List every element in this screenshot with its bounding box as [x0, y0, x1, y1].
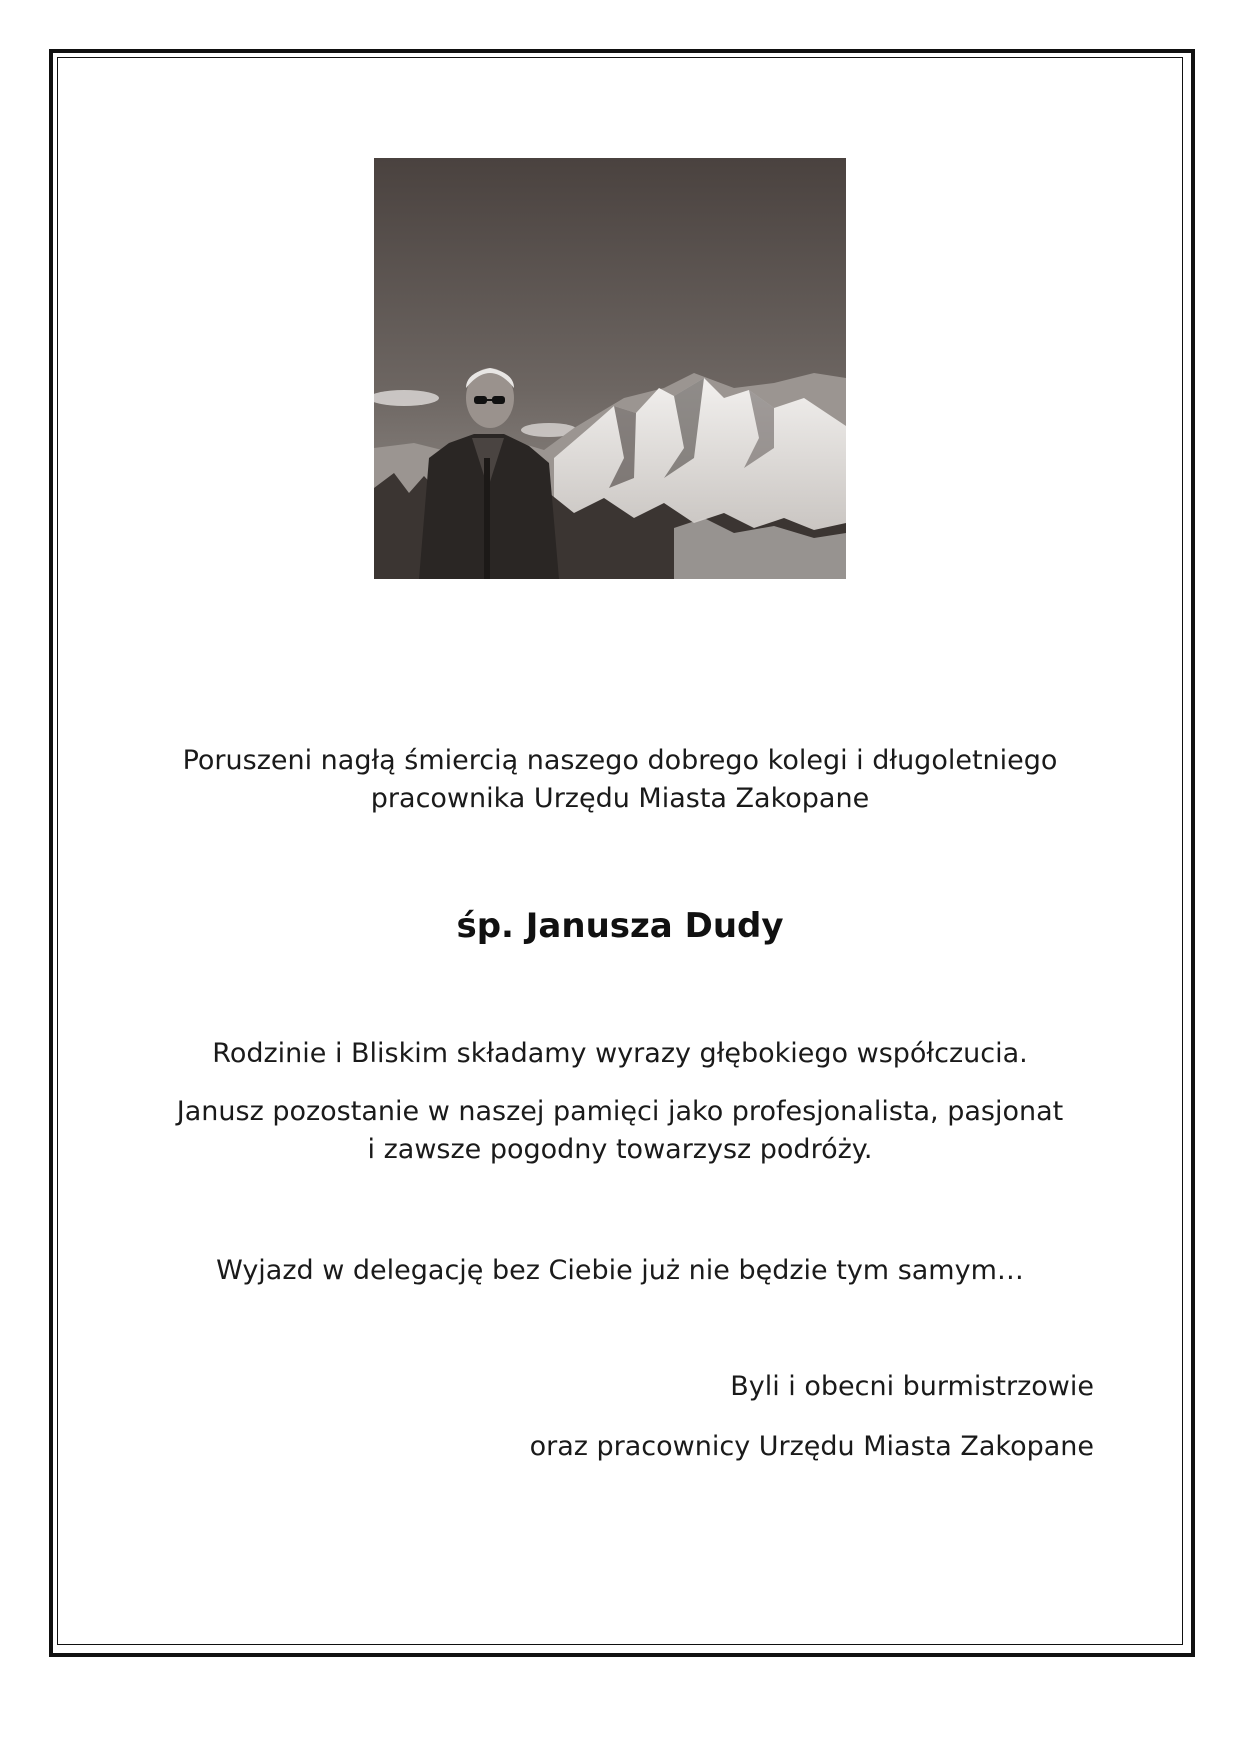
memory-line-1: Janusz pozostanie w naszej pamięci jako profesjonalista, pasjonat — [176, 1096, 1064, 1127]
deceased-name: śp. Janusza Dudy — [456, 906, 784, 946]
signature-line-2: oraz pracownicy Urzędu Miasta Zakopane — [529, 1431, 1094, 1462]
intro-line-1: Poruszeni nagłą śmiercią naszego dobrego kolegi i długoletniego — [182, 745, 1058, 776]
signature-line-1: Byli i obecni burmistrzowie — [730, 1371, 1094, 1402]
memory-paragraph — [120, 1093, 1120, 1169]
condolence-text: Rodzinie i Bliskim składamy wyrazy głębokiego współczucia. — [212, 1038, 1028, 1069]
trip-text: Wyjazd w delegację bez Ciebie już nie będzie tym samym… — [216, 1255, 1024, 1286]
intro-line-2: pracownika Urzędu Miasta Zakopane — [370, 783, 870, 814]
memory-line-2: i zawsze pogodny towarzysz podróży. — [367, 1134, 873, 1165]
portrait-photo — [374, 158, 846, 579]
intro-paragraph — [120, 742, 1120, 818]
